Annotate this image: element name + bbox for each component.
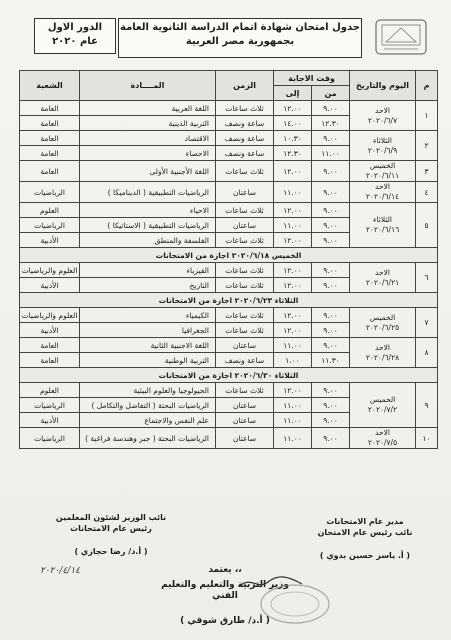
holiday-row [20, 368, 438, 383]
day-label: الاحد [375, 105, 390, 115]
branch: العلوم [20, 203, 80, 218]
duration: ساعة ونصف [216, 131, 274, 146]
time-from: ٩.٠٠ [312, 161, 350, 182]
day-label: الخميس [369, 312, 396, 322]
time-to: ١٢.٠٠ [274, 233, 312, 248]
duration: ساعتان [216, 182, 274, 203]
minister-title: وزير التربية والتعليم والتعليم الفني [161, 580, 289, 601]
duration: ساعتان [216, 428, 274, 449]
time-from: ١٢.٣٠ [312, 116, 350, 131]
table-row [20, 338, 438, 353]
day-date-cell [350, 383, 416, 428]
time-to: ١٢.٠٠ [274, 263, 312, 278]
duration: ساعة ونصف [216, 146, 274, 161]
time-from: ٩.٠٠ [312, 323, 350, 338]
time-from: ٩.٠٠ [312, 233, 350, 248]
day-label: الثلاثاء [373, 135, 393, 145]
subject: علم النفس والاجتماع [80, 413, 216, 428]
subject: الرياضيات البحتة ( جبر وهندسة فراغية ) [80, 428, 216, 449]
table-row [20, 263, 438, 278]
time-from: ٩.٠٠ [312, 218, 350, 233]
duration: ثلاث ساعات [216, 278, 274, 293]
document-header [0, 14, 451, 66]
time-from: ٩.٠٠ [312, 182, 350, 203]
branch: العامة [20, 338, 80, 353]
day-label: الاحد [375, 182, 390, 191]
time-from: ٩.٠٠ [312, 338, 350, 353]
branch: العامة [20, 161, 80, 182]
branch: الرياضيات [20, 398, 80, 413]
left-sig-title-1: نائب الوزير لشئون المعلمين [55, 513, 167, 522]
day-date-cell [350, 203, 416, 248]
time-to: ١١.٠٠ [274, 413, 312, 428]
branch: الرياضيات [20, 428, 80, 449]
time-from: ٩.٠٠ [312, 413, 350, 428]
col-to: إلى [274, 86, 312, 101]
duration: ساعتان [216, 398, 274, 413]
branch: العامة [20, 146, 80, 161]
duration: ساعتان [216, 218, 274, 233]
row-index: ٣ [416, 161, 438, 182]
title-line-2: بجمهورية مصر العربية [185, 36, 295, 47]
exams-director-signature [300, 516, 430, 561]
day-label: الخميس [369, 161, 396, 170]
subject: الفلسفة والمنطق [80, 233, 216, 248]
exam-table-body [20, 101, 438, 449]
day-date-cell [350, 131, 416, 161]
subject: الرياضيات التطبيقية ( الديناميكا ) [80, 182, 216, 203]
duration: ثلاث ساعات [216, 161, 274, 182]
branch: الأدبية [20, 323, 80, 338]
branch: العلوم [20, 383, 80, 398]
duration: ساعة ونصف [216, 353, 274, 368]
col-from: من [312, 86, 350, 101]
day-label: الاحد [375, 267, 390, 277]
table-row [20, 131, 438, 146]
time-from: ٩.٠٠ [312, 278, 350, 293]
row-index: ٧ [416, 308, 438, 338]
time-from: ١١.٣٠ [312, 353, 350, 368]
time-from: ١١.٠٠ [312, 146, 350, 161]
time-from: ٩.٠٠ [312, 203, 350, 218]
day-label: الاحد [375, 342, 390, 352]
holiday-label: الثلاثاء ٢٠٢٠/٦/٣٠ اجازة من الامتحانات [20, 368, 438, 383]
time-to: ١٢.٣٠ [274, 146, 312, 161]
holiday-label: الخميس ٢٠٢٠/٦/١٨ اجازة من الامتحانات [20, 248, 438, 263]
holiday-row [20, 248, 438, 263]
day-date-cell [350, 101, 416, 131]
time-to: ١١.٠٠ [274, 428, 312, 449]
subject: الاقتصاد [80, 131, 216, 146]
subject: الاحياء [80, 203, 216, 218]
left-sig-title-2: رئيس عام الامتحانات [70, 524, 152, 533]
subject: التربية الوطنية [80, 353, 216, 368]
time-to: ١١.٠٠ [274, 338, 312, 353]
time-to: ١١.٠٠ [274, 398, 312, 413]
time-from: ٩.٠٠ [312, 131, 350, 146]
branch: العلوم والرياضيات [20, 308, 80, 323]
time-to: ١٢.٠٠ [274, 203, 312, 218]
table-row [20, 182, 438, 203]
right-sig-name: ( أ. ياسر حسين بدوي ) [319, 551, 411, 560]
time-to: ١١.٠٠ [274, 182, 312, 203]
holiday-label: الثلاثاء ٢٠٢٠/٦/٢٣ اجازة من الامتحانات [20, 293, 438, 308]
table-row [20, 383, 438, 398]
left-sig-name: ( أ.د/ رضا حجازي ) [74, 547, 148, 556]
duration: ثلاث ساعات [216, 233, 274, 248]
table-row [20, 101, 438, 116]
session-label: الدور الاول [47, 22, 103, 33]
date-label: ٢٠٢٠/٦/١٤ [365, 192, 400, 201]
table-row [20, 203, 438, 218]
title-line-1: جدول امتحان شهادة اتمام الدراسة الثانوية العامة [120, 22, 360, 33]
time-to: ١٢.٠٠ [274, 278, 312, 293]
row-index: ٨ [416, 338, 438, 368]
duration: ساعة ونصف [216, 116, 274, 131]
branch: الأدبية [20, 413, 80, 428]
col-index: م [416, 71, 438, 101]
ministry-stamp-icon [258, 582, 332, 626]
branch: الأدبية [20, 233, 80, 248]
row-index: ٦ [416, 263, 438, 293]
subject: اللغة الأجنبية الأولى [80, 161, 216, 182]
row-index: ٤ [416, 182, 438, 203]
date-label: ٢٠٢٠/٦/٢٥ [365, 322, 400, 332]
day-label: الخميس [369, 395, 396, 404]
row-index: ٢ [416, 131, 438, 161]
subject: الرياضيات البحتة ( التفاضل والتكامل ) [80, 398, 216, 413]
time-from: ٩.٠٠ [312, 428, 350, 449]
col-subject: المــــادة [80, 71, 216, 101]
day-date-cell [350, 161, 416, 182]
branch: العامة [20, 101, 80, 116]
holiday-row [20, 293, 438, 308]
subject: اللغة الاجنبية الثانية [80, 338, 216, 353]
subject: الرياضيات التطبيقية ( الاستاتيكا ) [80, 218, 216, 233]
deputy-minister-signature [36, 512, 186, 557]
time-to: ١٢.٠٠ [274, 323, 312, 338]
time-to: ١.٠٠ [274, 353, 312, 368]
date-label: ٢٠٢٠/٦/١١ [365, 171, 400, 180]
col-branch: الشعبة [20, 71, 80, 101]
day-date-cell [350, 263, 416, 293]
duration: ثلاث ساعات [216, 203, 274, 218]
branch: الرياضيات [20, 218, 80, 233]
time-from: ٩.٠٠ [312, 383, 350, 398]
title-box [118, 18, 362, 58]
time-to: ١٠.٣٠ [274, 131, 312, 146]
row-index: ١٠ [416, 428, 438, 449]
duration: ساعتان [216, 413, 274, 428]
table-row [20, 428, 438, 449]
day-label: الثلاثاء [373, 215, 393, 224]
duration: ثلاث ساعات [216, 323, 274, 338]
year-label: عام ٢٠٢٠ [52, 36, 98, 47]
date-label: ٢٠٢٠/٧/٥ [367, 438, 398, 447]
col-duration: الزمن [216, 71, 274, 101]
subject: الجغرافيا [80, 323, 216, 338]
subject: التربية الدينية [80, 116, 216, 131]
subject: الاحصاء [80, 146, 216, 161]
branch: الرياضيات [20, 182, 80, 203]
subject: التاريخ [80, 278, 216, 293]
day-label: الاحد [375, 428, 390, 437]
date-label: ٢٠٢٠/٧/٢ [367, 405, 398, 414]
col-time: وقت الاجابة [274, 71, 350, 86]
minister-name: ( أ.د/ طارق شوقي ) [180, 616, 270, 626]
day-date-cell [350, 182, 416, 203]
duration: ثلاث ساعات [216, 263, 274, 278]
branch: العامة [20, 116, 80, 131]
right-sig-title-2: نائب رئيس عام الامتحان [317, 528, 413, 537]
ministry-logo-icon [372, 16, 430, 58]
time-to: ١٢.٠٠ [274, 101, 312, 116]
time-to: ١١.٠٠ [274, 218, 312, 233]
duration: ساعتان [216, 338, 274, 353]
table-row [20, 308, 438, 323]
time-to: ١٢.٠٠ [274, 161, 312, 182]
col-day-date: اليوم والتاريخ [350, 71, 416, 101]
subject: الكيمياء [80, 308, 216, 323]
day-date-cell [350, 308, 416, 338]
exam-table [19, 70, 438, 449]
branch: العامة [20, 353, 80, 368]
branch: العلوم والرياضيات [20, 263, 80, 278]
day-date-cell [350, 428, 416, 449]
date-label: ٢٠٢٠/٦/٧ [367, 115, 398, 125]
time-to: ١٢.٠٠ [274, 308, 312, 323]
row-index: ١ [416, 101, 438, 131]
time-from: ٩.٠٠ [312, 398, 350, 413]
subject: الجيولوجيا والعلوم البيئية [80, 383, 216, 398]
row-index: ٥ [416, 203, 438, 248]
subject: الفيزياء [80, 263, 216, 278]
handwritten-date: ٢٠٢٠/٤/١٤ [40, 566, 80, 576]
time-from: ٩.٠٠ [312, 308, 350, 323]
date-label: ٢٠٢٠/٦/٢٨ [365, 352, 400, 362]
date-label: ٢٠٢٠/٦/١٦ [365, 225, 400, 234]
time-to: ١٤.٠٠ [274, 116, 312, 131]
row-index: ٩ [416, 383, 438, 428]
time-from: ٩.٠٠ [312, 263, 350, 278]
branch: العامة [20, 131, 80, 146]
day-date-cell [350, 338, 416, 368]
time-to: ١٢.٠٠ [274, 383, 312, 398]
date-label: ٢٠٢٠/٦/٢١ [365, 277, 400, 287]
table-row [20, 161, 438, 182]
duration: ثلاث ساعات [216, 383, 274, 398]
duration: ثلاث ساعات [216, 101, 274, 116]
date-label: ٢٠٢٠/٦/٩ [367, 145, 398, 155]
approval-label: يعتمد ،، [208, 565, 242, 575]
right-sig-title-1: مدير عام الامتحانات [326, 517, 404, 526]
subject: اللغة العربية [80, 101, 216, 116]
time-from: ٩.٠٠ [312, 101, 350, 116]
branch: الأدبية [20, 278, 80, 293]
session-box [34, 18, 116, 54]
duration: ثلاث ساعات [216, 308, 274, 323]
